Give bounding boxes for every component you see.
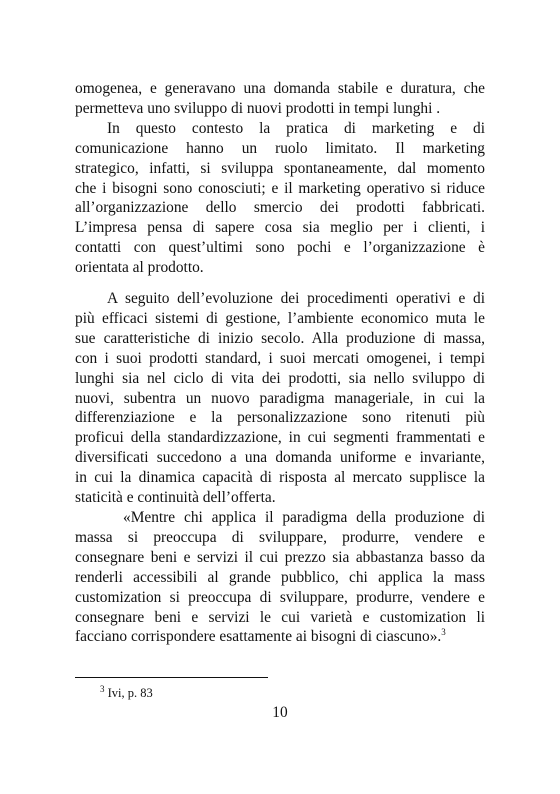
quote-line: massa si preoccupa di sviluppare, produrre, vendere e — [75, 528, 485, 546]
footnote-reference: 3 — [441, 627, 446, 638]
quote-line: consegnare beni e servizi il cui prezzo sia abbastanza basso da — [75, 548, 485, 566]
text-line: diversificati succedono a una domanda uniforme e invariante, — [75, 449, 485, 467]
text-line: in cui la dinamica capacità di risposta al mercato supplisce la — [75, 469, 485, 487]
text-line: orientata al prodotto. — [75, 259, 204, 277]
text-line: lunghi sia nel ciclo di vita dei prodotti, sia nello sviluppo di — [75, 369, 485, 387]
page-number: 10 — [272, 704, 288, 721]
text-line: sue caratteristiche di inizio secolo. Alla produzione di massa, — [75, 329, 485, 347]
quote-line: customization si preoccupa di sviluppare, produrre, vendere e — [75, 588, 485, 606]
text-line: che i bisogni sono conosciuti; e il marketing operativo si riduce — [75, 179, 485, 197]
paragraph-marketing-context — [75, 79, 485, 278]
quote-line: «Mentre chi applica il paradigma della produzione di — [123, 508, 485, 526]
text-line: nuovi, subentra un nuovo paradigma manageriale, in cui la — [75, 389, 485, 407]
text-line: proficui della standardizzazione, in cui segmenti frammentati e — [75, 429, 485, 447]
text-line: A seguito dell’evoluzione dei procedimenti operativi e di — [107, 290, 485, 307]
text-line: più efficaci sistemi di gestione, l’ambiente economico muta le — [75, 309, 485, 327]
text-line: staticità e continuità dell’offerta. — [75, 489, 276, 507]
text-line: omogenea, e generavano una domanda stabile e duratura, che — [75, 80, 485, 97]
text-line: contatti con quest’ultimi sono pochi e l’organizzazione è — [75, 239, 485, 257]
footnote-number: 3 — [100, 683, 105, 694]
quote-line: renderli accessibili al grande pubblico, chi applica la mass — [75, 568, 485, 586]
footnote-text: Ivi, p. 83 — [104, 686, 153, 700]
quote-line: facciano corrispondere esattamente ai bisogni di ciascuno». — [75, 628, 442, 646]
text-line: In questo contesto la pratica di marketing e di — [107, 119, 485, 137]
text-line: con i suoi prodotti standard, i suoi mercati omogenei, i tempi — [75, 349, 485, 367]
text-line: permetteva uno sviluppo di nuovi prodotti in tempi lunghi . — [75, 99, 441, 117]
quote-last-line — [75, 627, 485, 647]
text-line: differenziazione e la personalizzazione sono ritenuti più — [75, 409, 485, 427]
text-line: comunicazione hanno un ruolo limitato. Il marketing — [75, 139, 485, 157]
quote-line: consegnare beni e servizi le cui varietà e customization li — [75, 608, 485, 626]
footnote — [100, 685, 153, 701]
text-line: strategico, infatti, si sviluppa spontaneamente, dal momento — [75, 159, 485, 177]
text-line: all’organizzazione dello smercio dei prodotti fabbricati. — [75, 199, 485, 217]
text-line: L’impresa pensa di sapere cosa sia meglio per i clienti, i — [75, 219, 485, 237]
paragraph-evolution — [75, 289, 485, 647]
footnote-divider — [75, 677, 268, 678]
